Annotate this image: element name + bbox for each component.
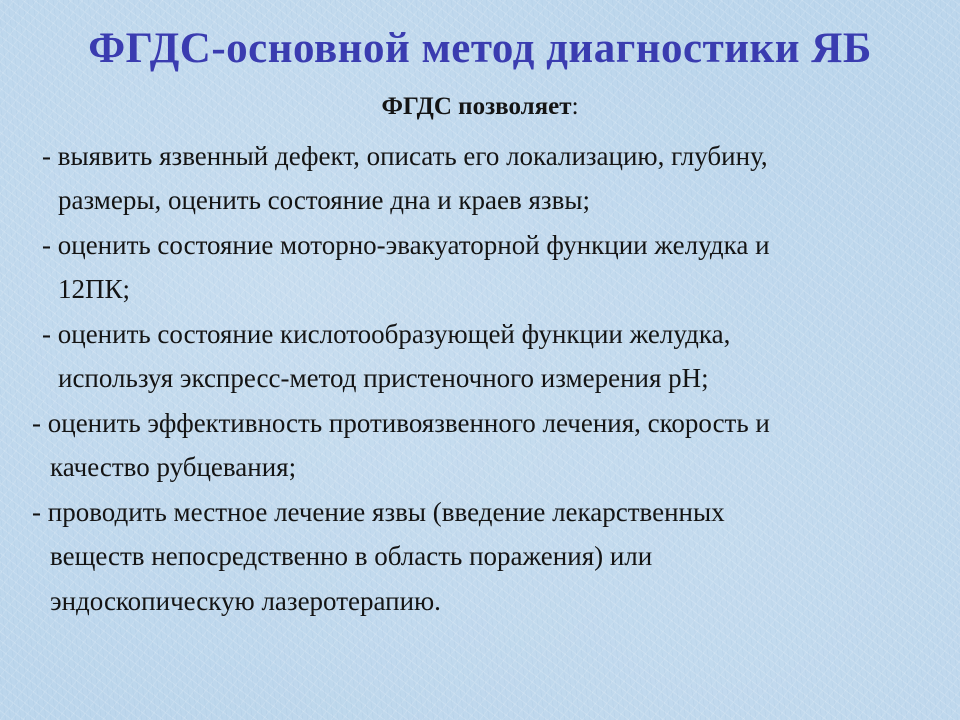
subheading-bold: ФГДС позволяет — [381, 93, 572, 120]
bullet-line-10: веществ непосредственно в область поражения) или — [50, 541, 653, 571]
bullet-line-7: - оценить эффективность противоязвенного лечения, скорость и — [32, 408, 770, 438]
subheading — [0, 93, 960, 121]
bullet-line-9: - проводить местное лечение язвы (введение лекарственных — [32, 497, 725, 527]
bullet-line-6: используя экспресс-метод пристеночного измерения рН; — [58, 363, 709, 393]
bullet-line-2: размеры, оценить состояние дна и краев язвы; — [58, 185, 590, 215]
subheading-colon: : — [571, 93, 579, 120]
slide-title: ФГДС-основной метод диагностики ЯБ — [88, 25, 872, 72]
bullet-line-1: - выявить язвенный дефект, описать его локализацию, глубину, — [42, 141, 768, 171]
bullet-line-5: - оценить состояние кислотообразующей функции желудка, — [42, 319, 731, 349]
bullet-line-11: эндоскопическую лазеротерапию. — [50, 586, 441, 616]
bullet-line-4: 12ПК; — [58, 274, 131, 304]
bullet-line-8: качество рубцевания; — [50, 452, 297, 482]
bullet-line-3: - оценить состояние моторно-эвакуаторной функции желудка и — [42, 230, 770, 260]
